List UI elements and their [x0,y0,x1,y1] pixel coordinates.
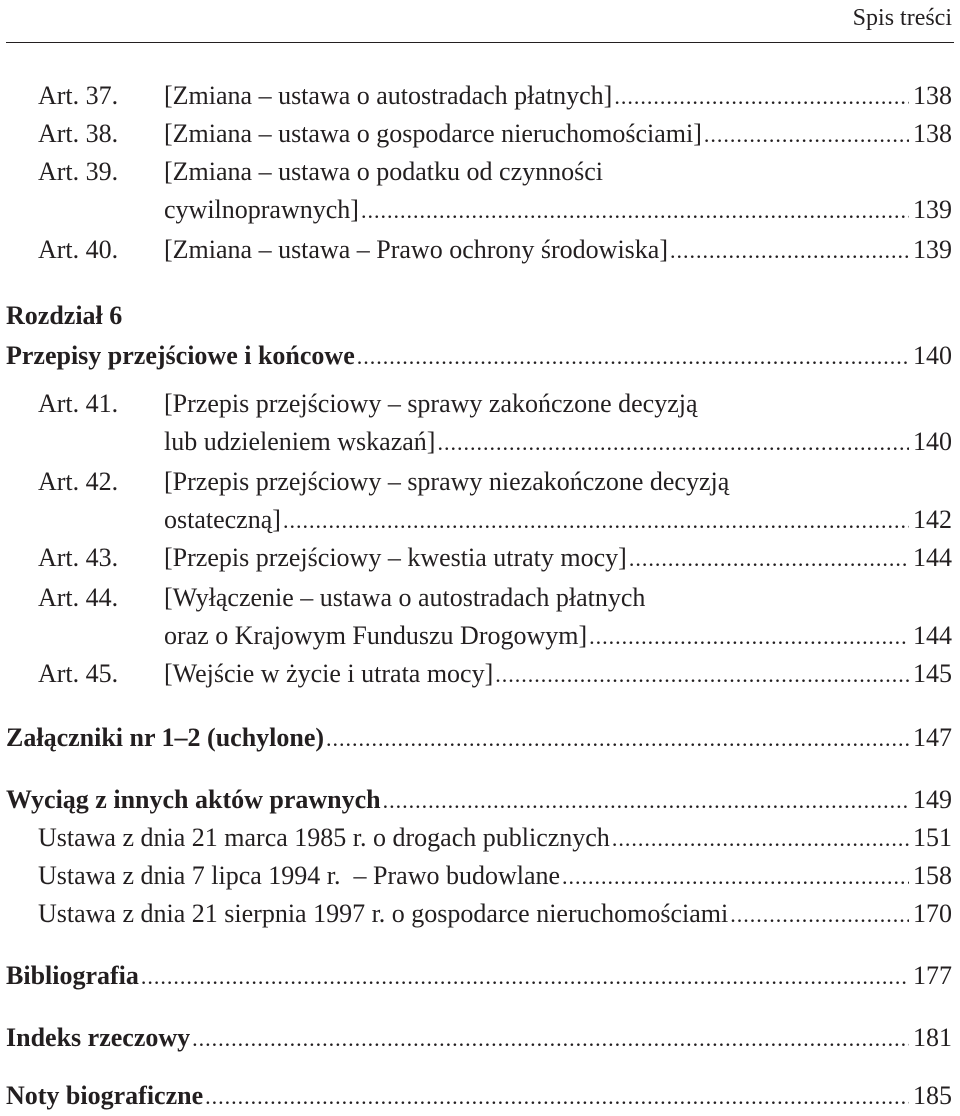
art-44-number: Art. 44. [38,583,119,612]
dot-leader [670,233,909,269]
page-number: 140 [913,427,952,456]
toc-entry-title: Ustawa z dnia 21 marca 1985 r. o drogach publicznych [38,823,610,852]
section-title: Załączniki nr 1–2 (uchylone) [6,723,325,752]
toc-entry-title: [Przepis przejściowy – kwestia utraty mocy] [164,543,627,572]
page-number: 138 [913,119,952,148]
section-title: Indeks rzeczowy [6,1023,191,1052]
page-number: 140 [913,341,952,370]
dot-leader [192,1021,909,1057]
art-38-number: Art. 38. [38,119,119,148]
page-number: 151 [913,823,952,852]
chapter-label: Rozdział 6 [6,301,123,330]
art-42-number: Art. 42. [38,467,119,496]
section-title: Bibliografia [6,961,139,990]
toc-entry-title: Ustawa z dnia 7 lipca 1994 r. – Prawo budowlane [38,861,561,890]
toc-entry-biographical-notes[interactable] [6,1078,952,1114]
art-43-number: Art. 43. [38,543,119,572]
page-number: 142 [913,505,952,534]
toc-entry-chapter-6[interactable] [6,338,952,374]
dot-leader [562,859,909,895]
art-37-number: Art. 37. [38,81,119,110]
dot-leader [629,541,909,577]
toc-entry-bibliography[interactable] [6,958,952,994]
toc-entry-art-39-line-1[interactable] [164,154,952,190]
toc-entry-art-45[interactable] [164,656,952,692]
dot-leader [614,79,909,115]
running-head: Spis treści [852,5,952,31]
toc-entry-art-44-line-1[interactable] [164,580,952,616]
toc-entry-art-44-line-2[interactable] [164,618,952,654]
section-title: Wyciąg z innych aktów prawnych [6,785,381,814]
art-45-number: Art. 45. [38,659,119,688]
page-number: 158 [913,861,952,890]
art-40-number: Art. 40. [38,235,119,264]
toc-entry-art-42-line-2[interactable] [164,502,952,538]
toc-entry-title: [Zmiana – ustawa o autostradach płatnych] [164,81,613,110]
page-number: 177 [913,961,952,990]
toc-entry-title: [Wejście w życie i utrata mocy] [164,659,494,688]
dot-leader [437,425,909,461]
dot-leader [730,897,909,933]
dot-leader [357,339,909,375]
dot-leader [589,619,909,655]
page-number: 170 [913,899,952,928]
dot-leader [704,117,909,153]
toc-entry-act-1997[interactable] [38,896,952,932]
page-number: 144 [913,621,952,650]
page-number: 147 [913,723,952,752]
toc-entry-title: [Zmiana – ustawa o gospodarce nieruchomościami] [164,119,702,148]
toc-entry-title-continued: cywilnoprawnych] [164,195,359,224]
page-number: 139 [913,195,952,224]
page-number: 138 [913,81,952,110]
toc-entry-art-39-line-2[interactable] [164,192,952,228]
dot-leader [495,657,909,693]
toc-entry-art-38[interactable] [164,116,952,152]
toc-entry-title-continued: ostateczną] [164,505,281,534]
page-number: 149 [913,785,952,814]
dot-leader [141,959,909,995]
page-number: 144 [913,543,952,572]
toc-entry-act-1985[interactable] [38,820,952,856]
toc-entry-act-1994[interactable] [38,858,952,894]
dot-leader [612,821,909,857]
toc-entry-art-42-line-1[interactable] [164,464,952,500]
toc-entry-title: [Przepis przejściowy – sprawy zakończone decyzją [164,389,698,418]
toc-entry-art-41-line-1[interactable] [164,386,952,422]
toc-entry-title: [Wyłączenie – ustawa o autostradach płatnych [164,583,646,612]
toc-entry-art-37[interactable] [164,78,952,114]
chapter-6-label [6,298,952,334]
art-41-number: Art. 41. [38,389,119,418]
toc-entry-title-continued: lub udzieleniem wskazań] [164,427,436,456]
toc-entry-title: [Zmiana – ustawa o podatku od czynności [164,157,603,186]
art-39-number: Art. 39. [38,157,119,186]
toc-entry-title: Ustawa z dnia 21 sierpnia 1997 r. o gospodarce nieruchomościami [38,899,729,928]
toc-entry-title: [Przepis przejściowy – sprawy niezakończone decyzją [164,467,730,496]
dot-leader [283,503,909,539]
toc-entry-title: [Zmiana – ustawa – Prawo ochrony środowiska] [164,235,668,264]
toc-entry-annexes[interactable] [6,720,952,756]
page-number: 185 [913,1081,952,1110]
page-number: 145 [913,659,952,688]
page-number: 139 [913,235,952,264]
toc-entry-art-40[interactable] [164,232,952,268]
toc-entry-art-43[interactable] [164,540,952,576]
dot-leader [326,721,909,757]
toc-entry-art-41-line-2[interactable] [164,424,952,460]
toc-entry-title-continued: oraz o Krajowym Funduszu Drogowym] [164,621,588,650]
dot-leader [383,783,909,819]
chapter-title: Przepisy przejściowe i końcowe [6,341,355,370]
page-number: 181 [913,1023,952,1052]
toc-entry-subject-index[interactable] [6,1020,952,1056]
dot-leader [361,193,909,229]
toc-entry-extracts[interactable] [6,782,952,818]
dot-leader [205,1079,909,1115]
section-title: Noty biograficzne [6,1081,204,1110]
